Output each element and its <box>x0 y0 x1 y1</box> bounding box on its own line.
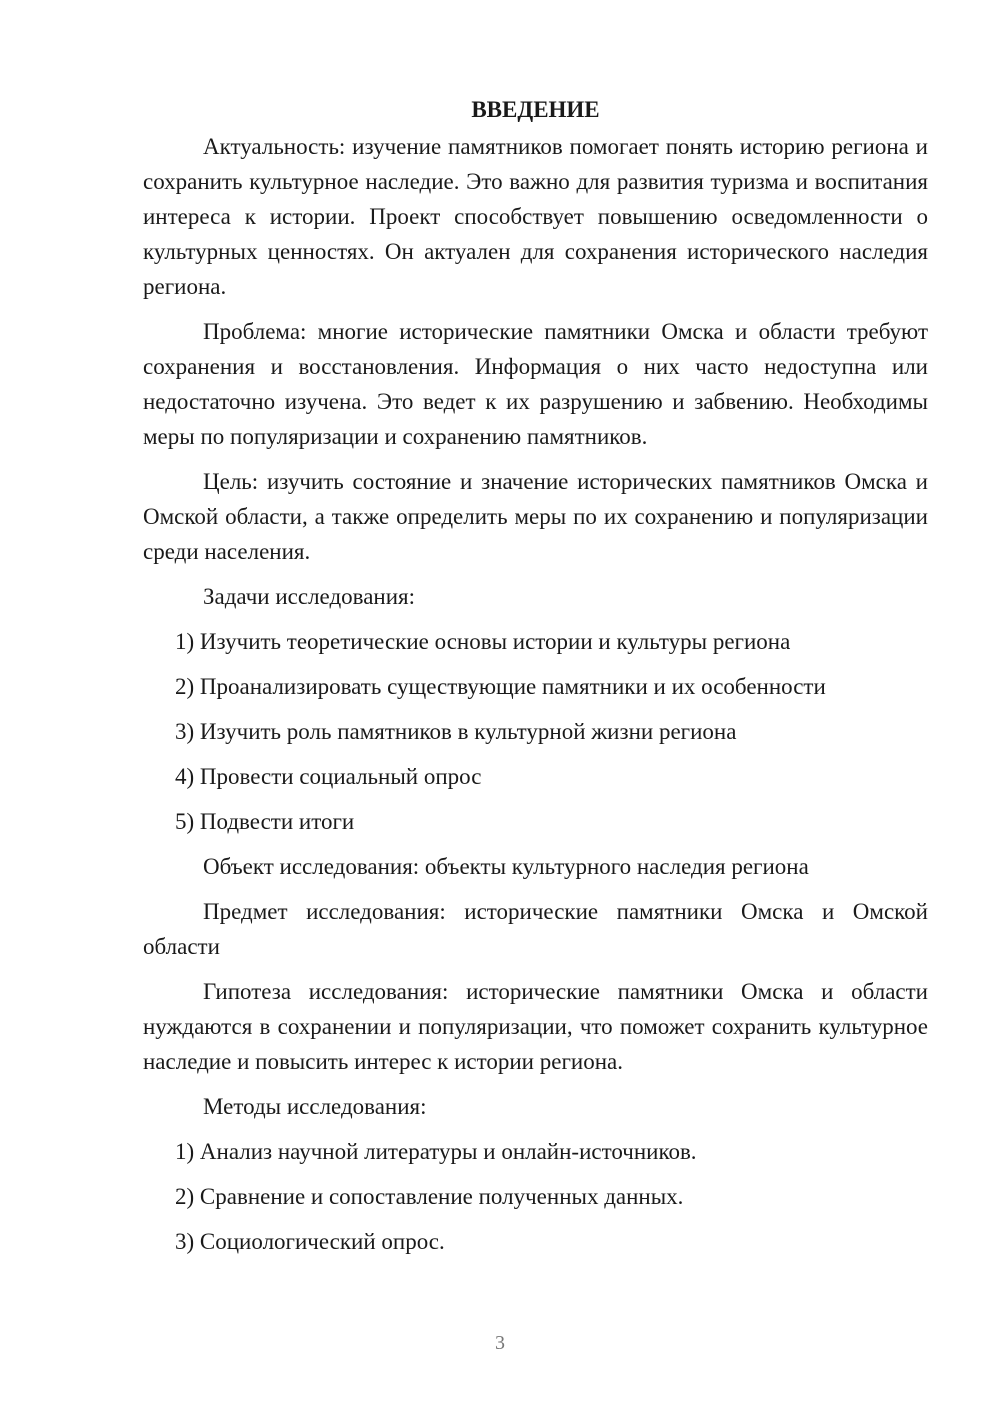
page-number: 3 <box>495 1332 505 1354</box>
subject-paragraph: Предмет исследования: исторические памятники Омска и Омской области <box>143 899 928 959</box>
tasks-list <box>143 624 928 839</box>
list-item: 4) Провести социальный опрос <box>175 764 482 789</box>
object-paragraph: Объект исследования: объекты культурного наследия региона <box>203 854 809 879</box>
list-item: 3) Изучить роль памятников в культурной жизни региона <box>175 719 737 744</box>
methods-list <box>143 1134 928 1259</box>
methods-label: Методы исследования: <box>203 1094 427 1119</box>
goal-paragraph: Цель: изучить состояние и значение исторических памятников Омска и Омской области, а также определить меры по их сохранению и популяризации среди населения. <box>143 469 928 564</box>
hypothesis-paragraph: Гипотеза исследования: исторические памятники Омска и области нуждаются в сохранении и популяризации, что поможет сохранить культурное наследие и повысить интерес к истории региона. <box>143 979 928 1074</box>
list-item: 3) Социологический опрос. <box>175 1229 445 1254</box>
tasks-label: Задачи исследования: <box>203 584 416 609</box>
list-item: 1) Анализ научной литературы и онлайн-источников. <box>175 1139 697 1164</box>
list-item: 5) Подвести итоги <box>175 809 355 834</box>
list-item: 2) Сравнение и сопоставление полученных данных. <box>175 1184 684 1209</box>
problem-paragraph: Проблема: многие исторические памятники Омска и области требуют сохранения и восстановления. Информация о них часто недоступна или недостаточно изучена. Это ведет к их разрушению и забвению. Необходимы меры по популяризации и сохранению памятников. <box>143 319 928 449</box>
list-item: 1) Изучить теоретические основы истории и культуры региона <box>175 629 791 654</box>
document-page <box>143 92 928 1269</box>
section-heading: ВВЕДЕНИЕ <box>471 97 600 122</box>
list-item: 2) Проанализировать существующие памятники и их особенности <box>175 674 826 699</box>
relevance-paragraph: Актуальность: изучение памятников помогает понять историю региона и сохранить культурное наследие. Это важно для развития туризма и воспитания интереса к истории. Проект способствует повышению осведомленности о культурных ценностях. Он актуален для сохранения исторического наследия региона. <box>143 134 928 299</box>
